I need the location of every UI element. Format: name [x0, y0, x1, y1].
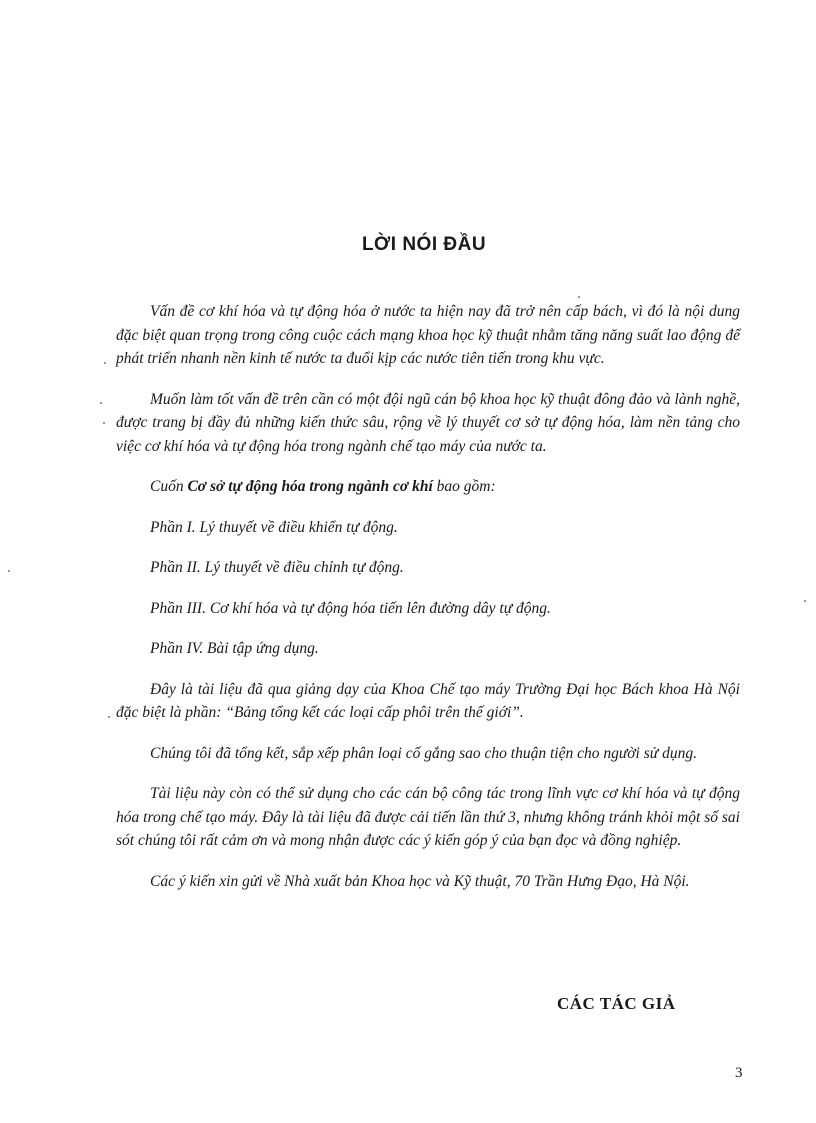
- scan-speck: [804, 600, 806, 602]
- part-item-2: Phần II. Lý thuyết về điều chỉnh tự động.: [150, 559, 404, 576]
- scan-speck: [100, 402, 102, 404]
- part-item-3: Phần III. Cơ khí hóa và tự động hóa tiến lên đường dây tự động.: [150, 599, 551, 617]
- closing-paragraph-3: Tài liệu này còn có thể sử dụng cho các cán bộ công tác trong lĩnh vực cơ khí hóa và tự động hóa trong chế tạo máy. Đây là tài liệu đã được cải tiến lần thứ 3, nhưng không tránh khỏi một số sai sót chúng tôi rất cảm ơn và mong nhận được các ý kiến góp ý của bạn đọc và đồng nghiệp.: [116, 785, 740, 849]
- intro-paragraph-2: Muốn làm tốt vấn đề trên cần có một đội ngũ cán bộ khoa học kỹ thuật đông đảo và lành nghề, được trang bị đầy đủ những kiến thức sâu, rộng về lý thuyết cơ sở tự động hóa, làm nền tảng cho việc cơ khí hóa và tự động hóa trong ngành chế tạo máy của nước ta.: [116, 390, 740, 455]
- scan-speck: [103, 422, 105, 424]
- closing-paragraph-1: Đây là tài liệu đã qua giảng dạy của Khoa Chế tạo máy Trường Đại học Bách khoa Hà Nội đặc biệt là phần: “Bảng tổng kết các loại cấp phôi trên thế giới”.: [116, 680, 740, 721]
- part-item-1: Phần I. Lý thuyết về điều khiển tự động.: [150, 518, 398, 536]
- page-number: 3: [735, 1065, 743, 1081]
- body-text: [116, 300, 740, 910]
- scan-speck: [8, 570, 10, 572]
- part-item-4: Phần IV. Bài tập ứng dụng.: [150, 640, 319, 657]
- scan-speck: [578, 296, 580, 298]
- book-intro-prefix: Cuốn: [150, 478, 188, 495]
- closing-paragraph-2: Chúng tôi đã tổng kết, sắp xếp phân loại cố gắng sao cho thuận tiện cho người sử dụng.: [150, 744, 697, 762]
- book-intro-paragraph: [116, 475, 740, 499]
- scan-speck: [108, 716, 110, 718]
- book-title: Cơ sở tự động hóa trong ngành cơ khí: [187, 478, 433, 495]
- closing-paragraph-4: Các ý kiến xin gửi về Nhà xuất bản Khoa học và Kỹ thuật, 70 Trần Hưng Đạo, Hà Nội.: [150, 872, 690, 890]
- book-intro-suffix: bao gồm:: [432, 478, 496, 495]
- page-title: LỜI NÓI ĐẦU: [361, 234, 487, 255]
- authors-signature: CÁC TÁC GIẢ: [557, 994, 676, 1013]
- intro-paragraph-1: Vấn đề cơ khí hóa và tự động hóa ở nước ta hiện nay đã trở nên cấp bách, vì đó là nội dung đặc biệt quan trọng trong công cuộc cách mạng khoa học kỹ thuật nhằm tăng năng suất lao động để phát triển nhanh nền kinh tế nước ta đuổi kịp các nước tiên tiến trong khu vực.: [116, 303, 740, 367]
- scan-speck: [104, 362, 106, 364]
